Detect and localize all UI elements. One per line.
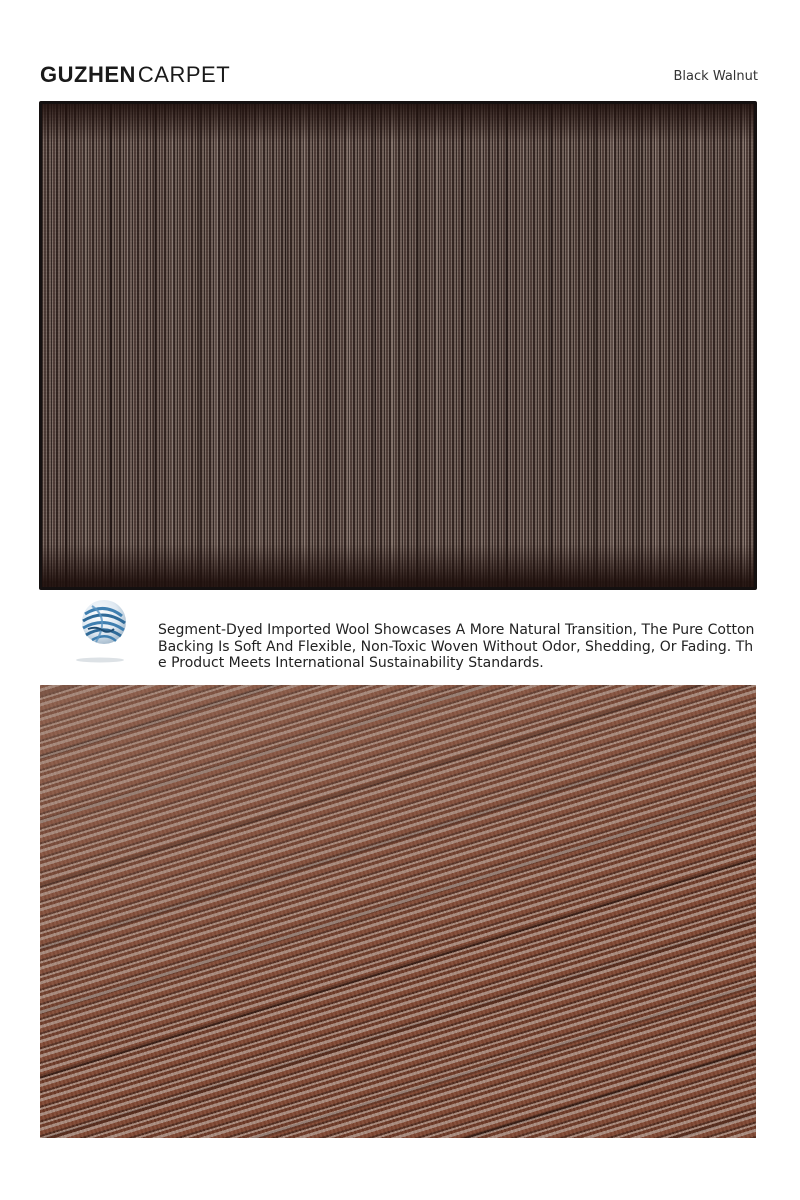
color-variant-label: Black Walnut (673, 69, 758, 84)
rug-pile-texture (40, 685, 756, 1138)
rug-top-view-image (39, 101, 757, 590)
feature-description: Segment-Dyed Imported Wool Showcases A More Natural Transition, The Pure Cotton Backing Is Soft And Flexible, Non-Toxic Woven Without Odor, Shedding, Or Fading. The Product Meets International Sustainability Standards. (158, 622, 755, 671)
wool-yarn-ball-icon (66, 596, 132, 666)
brand-name-light: CARPET (137, 62, 231, 87)
rug-closeup-image (40, 685, 756, 1138)
brand-name-bold: GUZHEN (40, 62, 136, 87)
brand-logo (40, 62, 230, 90)
